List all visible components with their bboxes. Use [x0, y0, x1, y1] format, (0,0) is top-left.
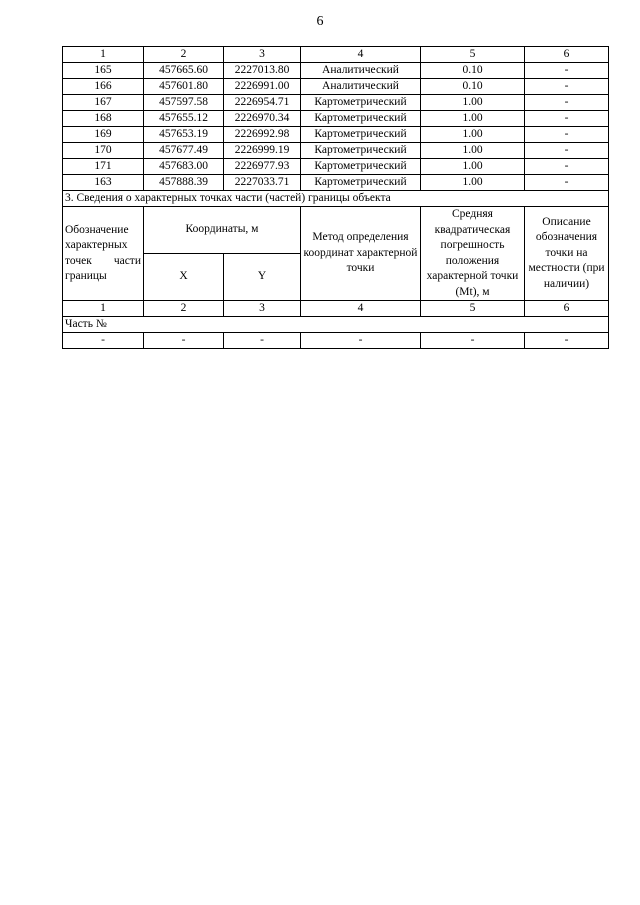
empty-cell: -	[144, 333, 224, 349]
description-header: Описание обозначения точки на местности (при наличии)	[525, 207, 609, 301]
column-number: 1	[63, 301, 144, 317]
column-number: 2	[144, 301, 224, 317]
accuracy-header: Средняя квадратическая погрешность положения характерной точки (Mt), м	[421, 207, 525, 301]
point-designation-header: Обозначение характерных точек части границы	[63, 207, 144, 301]
page-number: 6	[316, 14, 324, 29]
table-row	[63, 143, 609, 159]
accuracy: 1.00	[421, 111, 525, 127]
table-row	[63, 63, 609, 79]
section-3-title: 3. Сведения о характерных точках части (частей) границы объекта	[63, 191, 609, 207]
coord-y: 2227013.80	[224, 63, 301, 79]
description: -	[525, 79, 609, 95]
column-number: 5	[421, 47, 525, 63]
accuracy: 1.00	[421, 159, 525, 175]
column-number: 5	[421, 301, 525, 317]
method-header: Метод определения координат характерной точки	[301, 207, 421, 301]
method: Картометрический	[301, 159, 421, 175]
point-id: 165	[63, 63, 144, 79]
accuracy: 1.00	[421, 143, 525, 159]
table-row	[63, 159, 609, 175]
description: -	[525, 111, 609, 127]
column-number-row	[63, 47, 609, 63]
column-number: 4	[301, 47, 421, 63]
empty-cell: -	[63, 333, 144, 349]
coord-y: 2226992.98	[224, 127, 301, 143]
table-row	[63, 333, 609, 349]
method: Картометрический	[301, 143, 421, 159]
boundary-points-table	[62, 46, 609, 349]
table-row	[63, 175, 609, 191]
coord-y: 2226954.71	[224, 95, 301, 111]
empty-cell: -	[525, 333, 609, 349]
coord-x: 457665.60	[144, 63, 224, 79]
accuracy: 1.00	[421, 175, 525, 191]
accuracy: 1.00	[421, 95, 525, 111]
description: -	[525, 143, 609, 159]
coord-x: 457683.00	[144, 159, 224, 175]
table-row	[63, 127, 609, 143]
description: -	[525, 95, 609, 111]
coord-y: 2226970.34	[224, 111, 301, 127]
column-number: 6	[525, 301, 609, 317]
accuracy: 1.00	[421, 127, 525, 143]
column-number: 3	[224, 301, 301, 317]
method: Аналитический	[301, 63, 421, 79]
table-row	[63, 111, 609, 127]
coord-y: 2226977.93	[224, 159, 301, 175]
coord-x: 457677.49	[144, 143, 224, 159]
column-number: 6	[525, 47, 609, 63]
coord-y: 2226991.00	[224, 79, 301, 95]
column-number: 1	[63, 47, 144, 63]
point-id: 163	[63, 175, 144, 191]
point-id: 168	[63, 111, 144, 127]
column-number: 2	[144, 47, 224, 63]
coord-x: 457888.39	[144, 175, 224, 191]
table-row	[63, 79, 609, 95]
coord-x: 457601.80	[144, 79, 224, 95]
accuracy: 0.10	[421, 79, 525, 95]
method: Аналитический	[301, 79, 421, 95]
coordinates-header: Координаты, м	[144, 207, 301, 254]
section-3-header-row	[63, 207, 609, 254]
coord-y: 2227033.71	[224, 175, 301, 191]
point-id: 167	[63, 95, 144, 111]
column-number: 4	[301, 301, 421, 317]
part-label: Часть №	[63, 317, 609, 333]
point-id: 171	[63, 159, 144, 175]
part-label-row	[63, 317, 609, 333]
method: Картометрический	[301, 111, 421, 127]
coord-x: 457597.58	[144, 95, 224, 111]
coord-x: 457653.19	[144, 127, 224, 143]
empty-cell: -	[421, 333, 525, 349]
description: -	[525, 159, 609, 175]
description: -	[525, 127, 609, 143]
column-number: 3	[224, 47, 301, 63]
point-id: 169	[63, 127, 144, 143]
method: Картометрический	[301, 127, 421, 143]
column-number-row	[63, 301, 609, 317]
coord-x: 457655.12	[144, 111, 224, 127]
description: -	[525, 63, 609, 79]
empty-cell: -	[224, 333, 301, 349]
table-row	[63, 95, 609, 111]
x-header: X	[144, 254, 224, 301]
point-id: 166	[63, 79, 144, 95]
y-header: Y	[224, 254, 301, 301]
accuracy: 0.10	[421, 63, 525, 79]
section-title-row	[63, 191, 609, 207]
method: Картометрический	[301, 95, 421, 111]
method: Картометрический	[301, 175, 421, 191]
point-id: 170	[63, 143, 144, 159]
description: -	[525, 175, 609, 191]
empty-cell: -	[301, 333, 421, 349]
coord-y: 2226999.19	[224, 143, 301, 159]
